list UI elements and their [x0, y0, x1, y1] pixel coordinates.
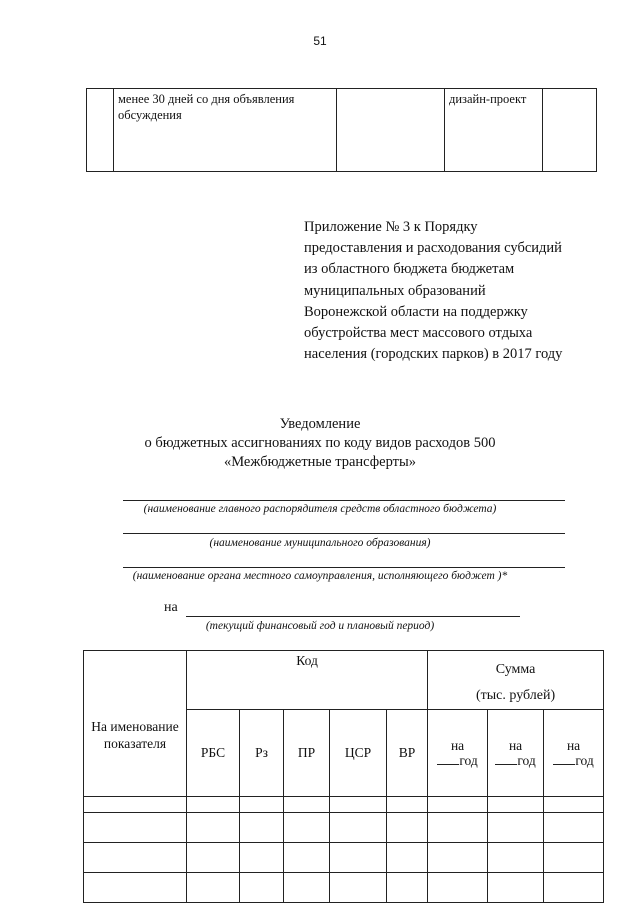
table-cell	[87, 89, 114, 172]
caption-local-authority: (наименование органа местного самоуправления, исполняющего бюджет )*	[132, 570, 508, 582]
appendix-line: обустройства мест массового отдыха	[304, 325, 533, 342]
previous-table-fragment	[86, 88, 597, 172]
header-year-2	[488, 710, 544, 797]
year-suffix: год	[459, 753, 478, 768]
header-indicator-name: На именование показателя	[84, 651, 187, 797]
header-code-vr: ВР	[387, 710, 428, 797]
year-prefix: на	[508, 738, 523, 753]
header-code-csr: ЦСР	[330, 710, 387, 797]
notice-transfers: «Межбюджетные трансферты»	[223, 454, 417, 470]
notice-table	[83, 650, 604, 903]
fill-line	[123, 500, 565, 501]
header-code-rz: Рз	[240, 710, 284, 797]
appendix-heading	[304, 217, 604, 365]
fill-line	[186, 616, 520, 617]
header-code: Код	[187, 651, 428, 710]
table-cell-text: менее 30 дней со дня объявления обсуждения	[114, 89, 337, 172]
year-suffix: год	[575, 753, 594, 768]
header-year-1	[428, 710, 488, 797]
caption-period: (текущий финансовый год и плановый период)	[205, 620, 435, 632]
notice-title: Уведомление	[279, 416, 361, 432]
period-prefix: на	[164, 600, 178, 615]
header-year-3	[544, 710, 604, 797]
table-row	[84, 813, 604, 843]
header-row	[84, 651, 604, 710]
header-code-pr: ПР	[284, 710, 330, 797]
caption-municipality: (наименование муниципального образования)	[209, 537, 431, 549]
appendix-line: Воронежской области на поддержку	[304, 303, 528, 320]
table-cell-design: дизайн-проект	[445, 89, 543, 172]
fill-line	[123, 567, 565, 568]
table-row	[87, 89, 597, 172]
table-row	[84, 843, 604, 873]
header-code-rbs: РБС	[187, 710, 240, 797]
table-row	[84, 873, 604, 903]
caption-main-distributor: (наименование главного распорядителя средств областного бюджета)	[143, 503, 497, 515]
year-prefix: на	[566, 738, 581, 753]
year-prefix: на	[450, 738, 465, 753]
appendix-line: из областного бюджета бюджетам	[304, 261, 515, 278]
header-sum	[428, 651, 604, 710]
sum-title: Сумма	[495, 662, 536, 677]
fill-line	[123, 533, 565, 534]
page-number: 51	[313, 34, 327, 48]
appendix-line: населения (городских парков) в 2017 году	[304, 346, 563, 363]
appendix-line: Приложение № 3 к Порядку	[304, 219, 478, 235]
table-cell	[337, 89, 445, 172]
table-row	[84, 797, 604, 813]
sum-unit: (тыс. рублей)	[475, 688, 556, 703]
appendix-line: предоставления и расходования субсидий	[304, 240, 562, 257]
table-cell	[543, 89, 597, 172]
appendix-line: муниципальных образований	[304, 282, 486, 299]
year-suffix: год	[517, 753, 536, 768]
notice-subtitle: о бюджетных ассигнованиях по коду видов расходов 500	[144, 435, 496, 451]
